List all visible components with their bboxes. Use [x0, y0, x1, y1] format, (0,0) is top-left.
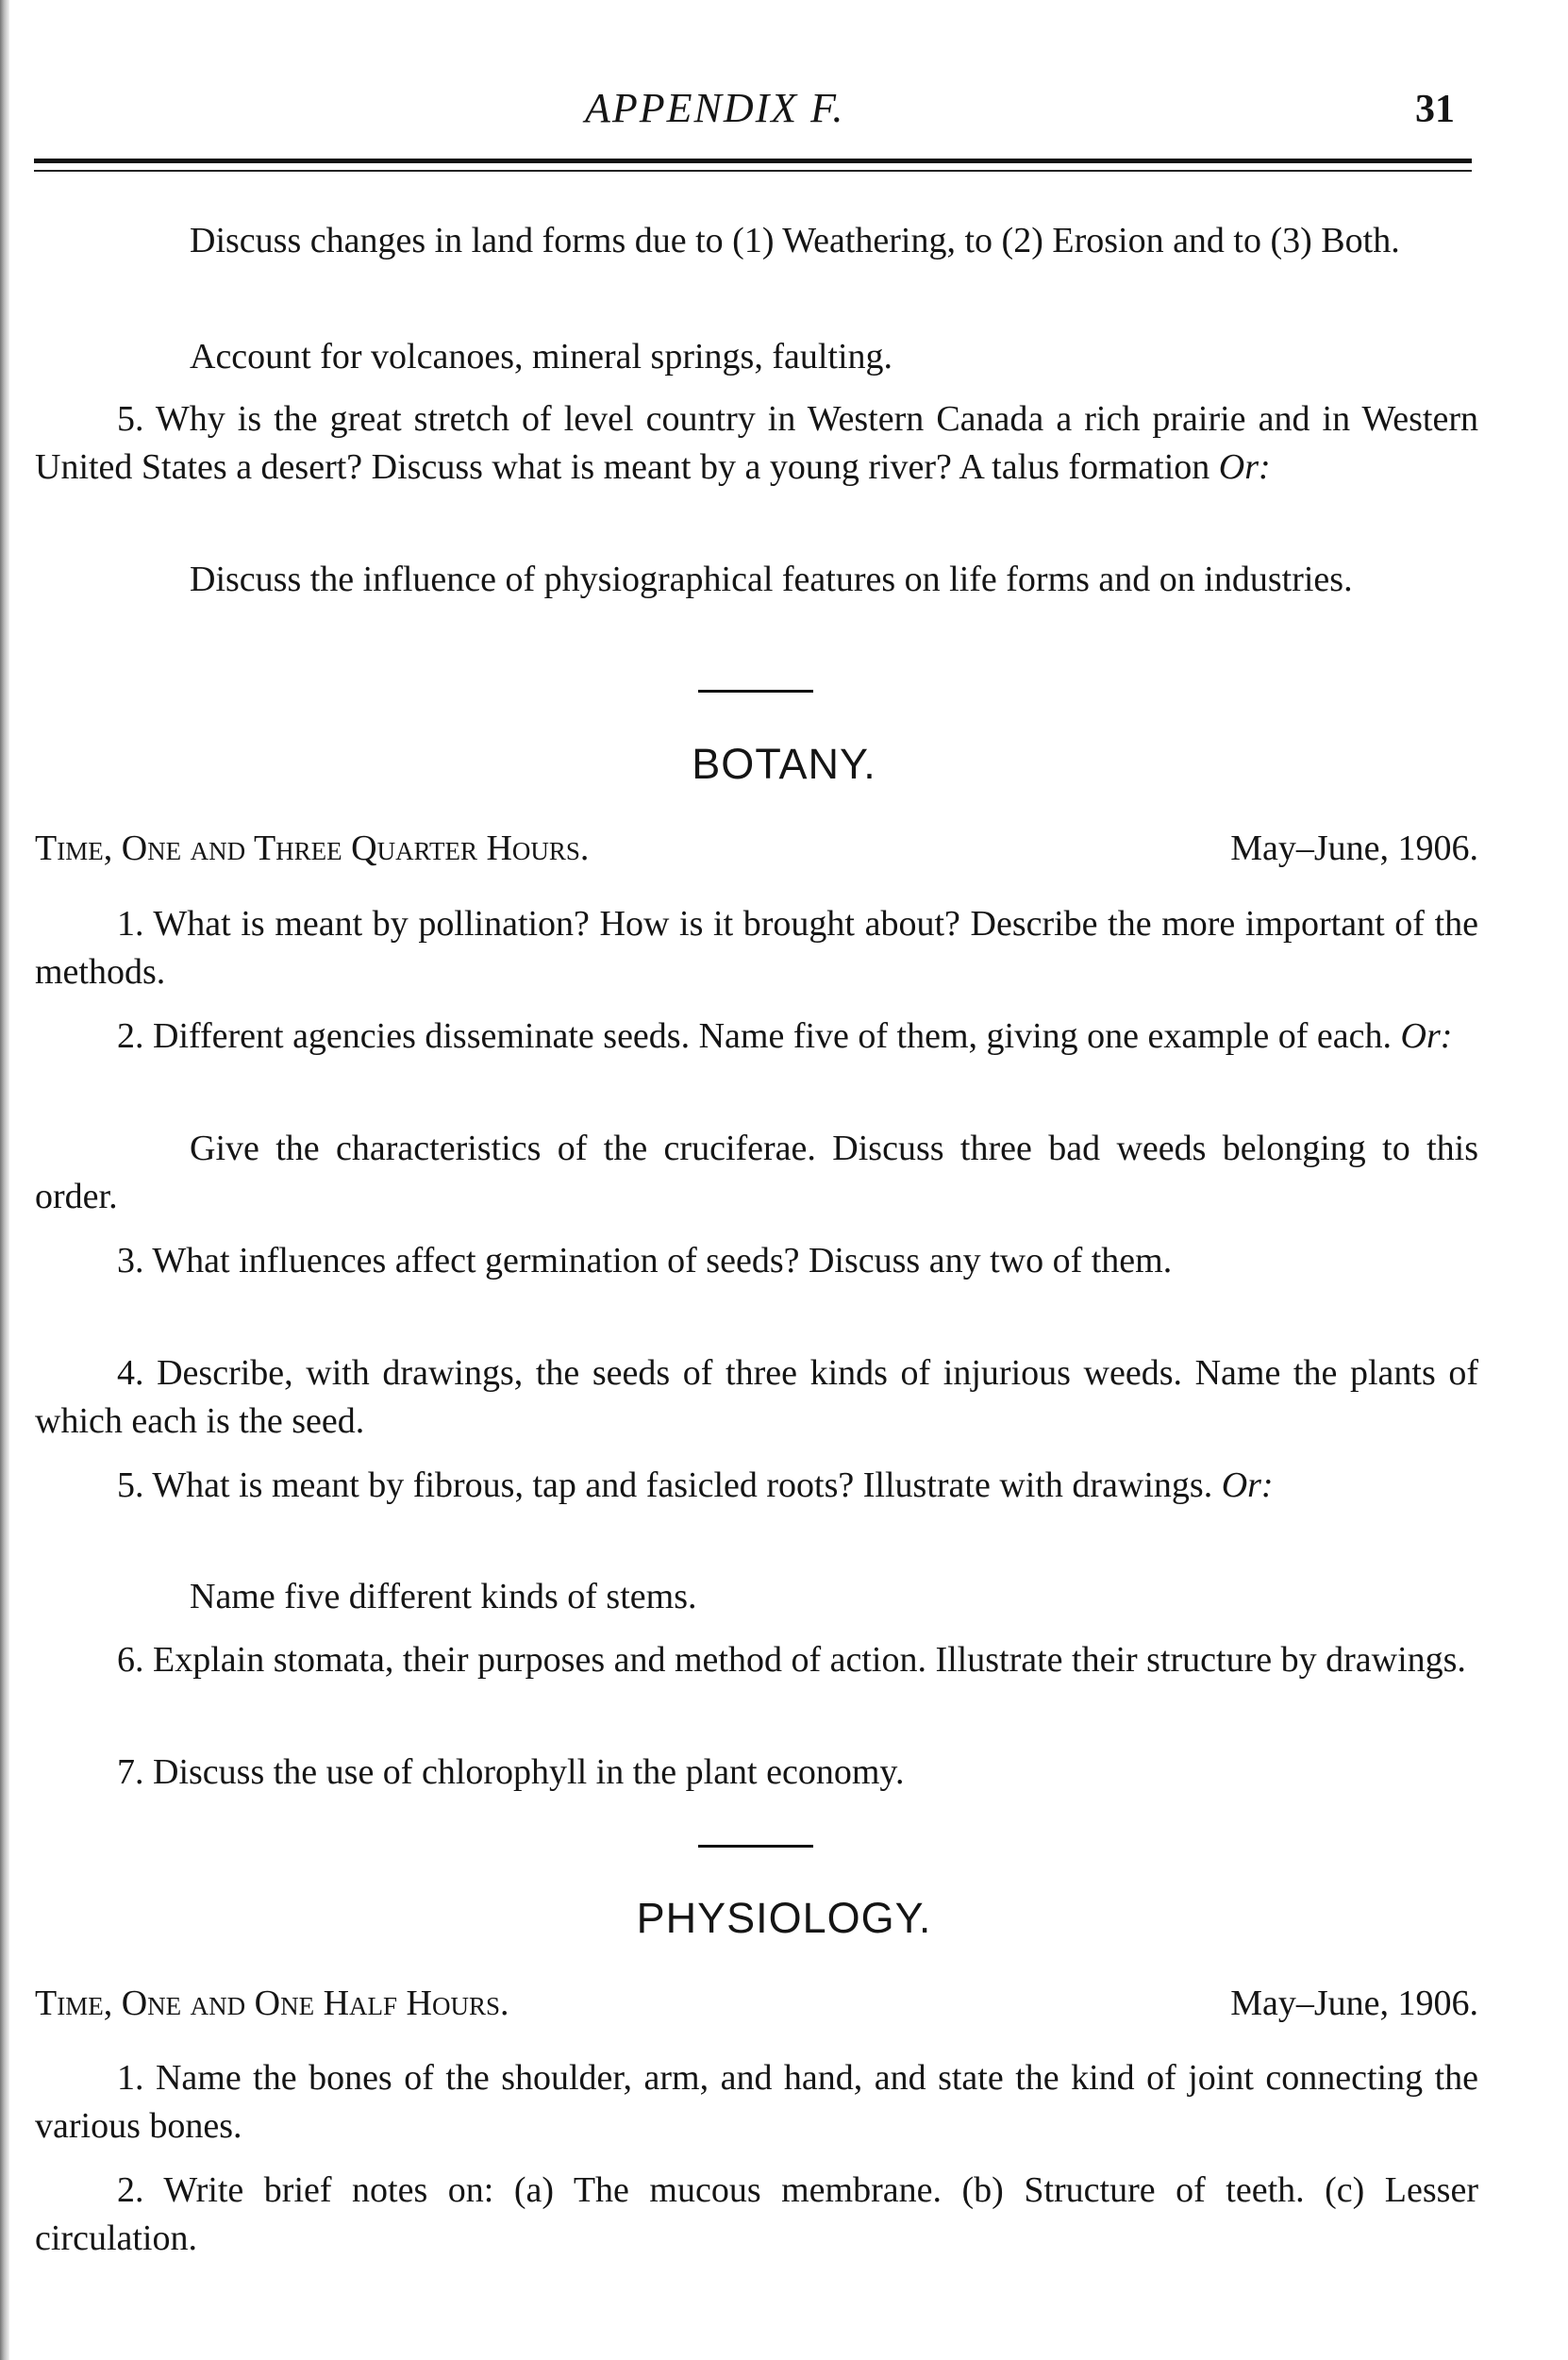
geology-question-5	[35, 395, 1478, 492]
page-number: 31	[1415, 88, 1455, 131]
botany-question-6: 6. Explain stomata, their purposes and method of action. Illustrate their structure by drawings.	[117, 1640, 1466, 1680]
botany-question-7: 7. Discuss the use of chlorophyll in the plant economy.	[117, 1752, 905, 1792]
geology-question-continuation: Discuss changes in land forms due to (1) Weathering, to (2) Erosion and to (3) Both.	[190, 221, 1400, 260]
physiology-divider	[698, 1845, 813, 1848]
geology-question-5-alternative: Discuss the influence of physiographical features on life forms and on industries.	[190, 560, 1353, 599]
botany-heading: BOTANY.	[692, 740, 876, 788]
botany-question-5	[35, 1462, 1478, 1510]
geology-question-account: Account for volcanoes, mineral springs, faulting.	[190, 337, 893, 377]
botany-question-2-or: Or:	[1400, 1016, 1453, 1056]
botany-divider	[698, 690, 813, 693]
header-thick-rule	[34, 159, 1472, 163]
botany-question-5-text: 5. What is meant by fibrous, tap and fasicled roots? Illustrate with drawings.	[117, 1465, 1213, 1505]
scanned-page-edge	[0, 0, 9, 2360]
geology-question-5-text: 5. Why is the great stretch of level country in Western Canada a rich prairie and in Western United States a desert? Discuss what is meant by a young river? A talus formation	[35, 399, 1478, 487]
header-thin-rule	[34, 170, 1472, 172]
physiology-exam-date: May–June, 1906.	[1230, 1983, 1478, 2023]
geology-question-5-or: Or:	[1218, 447, 1271, 487]
botany-time-allowed: Time, One and Three Quarter Hours.	[35, 829, 590, 868]
physiology-question-2: 2. Write brief notes on: (a) The mucous membrane. (b) Structure of teeth. (c) Lesser circulation.	[35, 2170, 1478, 2258]
botany-question-4: 4. Describe, with drawings, the seeds of three kinds of injurious weeds. Name the plants of which each is the seed.	[35, 1353, 1478, 1441]
physiology-time-allowed: Time, One and One Half Hours.	[35, 1983, 509, 2023]
physiology-question-1: 1. Name the bones of the shoulder, arm, and hand, and state the kind of joint connecting the various bones.	[35, 2058, 1478, 2146]
botany-question-2	[35, 1013, 1478, 1061]
botany-question-1: 1. What is meant by pollination? How is it brought about? Describe the more important of the methods.	[35, 904, 1478, 992]
botany-question-5-alternative: Name five different kinds of stems.	[190, 1577, 697, 1616]
botany-question-3: 3. What influences affect germination of seeds? Discuss any two of them.	[117, 1241, 1173, 1280]
botany-question-2-alternative: Give the characteristics of the cruciferae. Discuss three bad weeds belonging to this order.	[35, 1129, 1478, 1216]
page-header-title: APPENDIX F.	[585, 85, 845, 131]
physiology-heading: PHYSIOLOGY.	[636, 1894, 932, 1942]
botany-question-5-or: Or:	[1221, 1465, 1274, 1505]
botany-question-2-text: 2. Different agencies disseminate seeds. Name five of them, giving one example of each.	[117, 1016, 1392, 1056]
botany-exam-date: May–June, 1906.	[1230, 829, 1478, 868]
